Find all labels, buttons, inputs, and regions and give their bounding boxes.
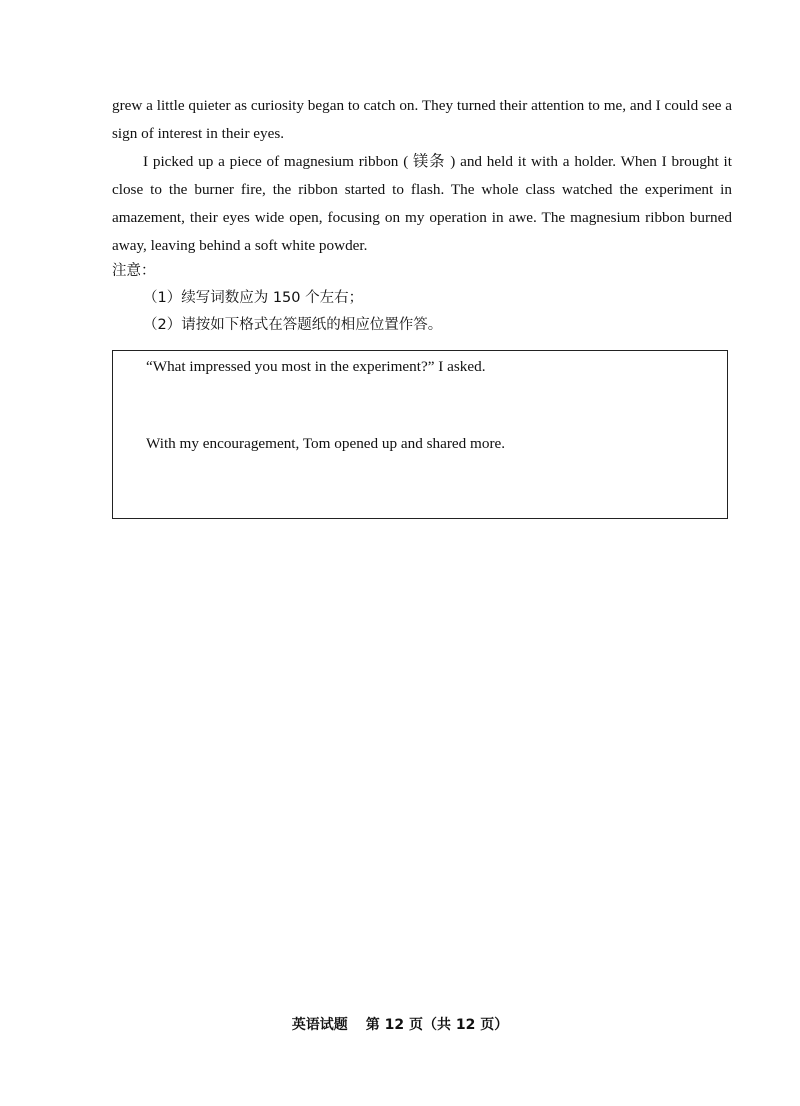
passage-paragraph: grew a little quieter as curiosity began to catch on. They turned their attention to me, and I could see a sign of interest in their eyes.	[112, 97, 732, 142]
passage-paragraph: I picked up a piece of magnesium ribbon ( 镁条 ) and held it with a holder. When I brought it close to the burner fire, the ribbon started to flash. The whole class watched the experiment in amazement, their eyes wide open, focusing on my operation in awe. The magnesium ribbon burned away, leaving behind a soft white powder.	[112, 153, 732, 254]
footer-subject: 英语试题	[291, 1017, 348, 1033]
passage	[112, 92, 732, 260]
answer-second-paragraph-line: With my encouragement, Tom opened up and shared more.	[146, 435, 506, 452]
notes-title: 注意：	[112, 263, 156, 279]
answer-opening-line: “What impressed you most in the experiment?” I asked.	[146, 358, 486, 375]
note-item: （1）续写词数应为 150 个左右；	[143, 290, 364, 306]
footer-page-number: 第 12 页（共 12 页）	[365, 1017, 509, 1033]
answer-format-box	[112, 350, 728, 519]
page-footer	[0, 1014, 800, 1036]
note-item: （2）请按如下格式在答题纸的相应位置作答。	[143, 317, 443, 333]
